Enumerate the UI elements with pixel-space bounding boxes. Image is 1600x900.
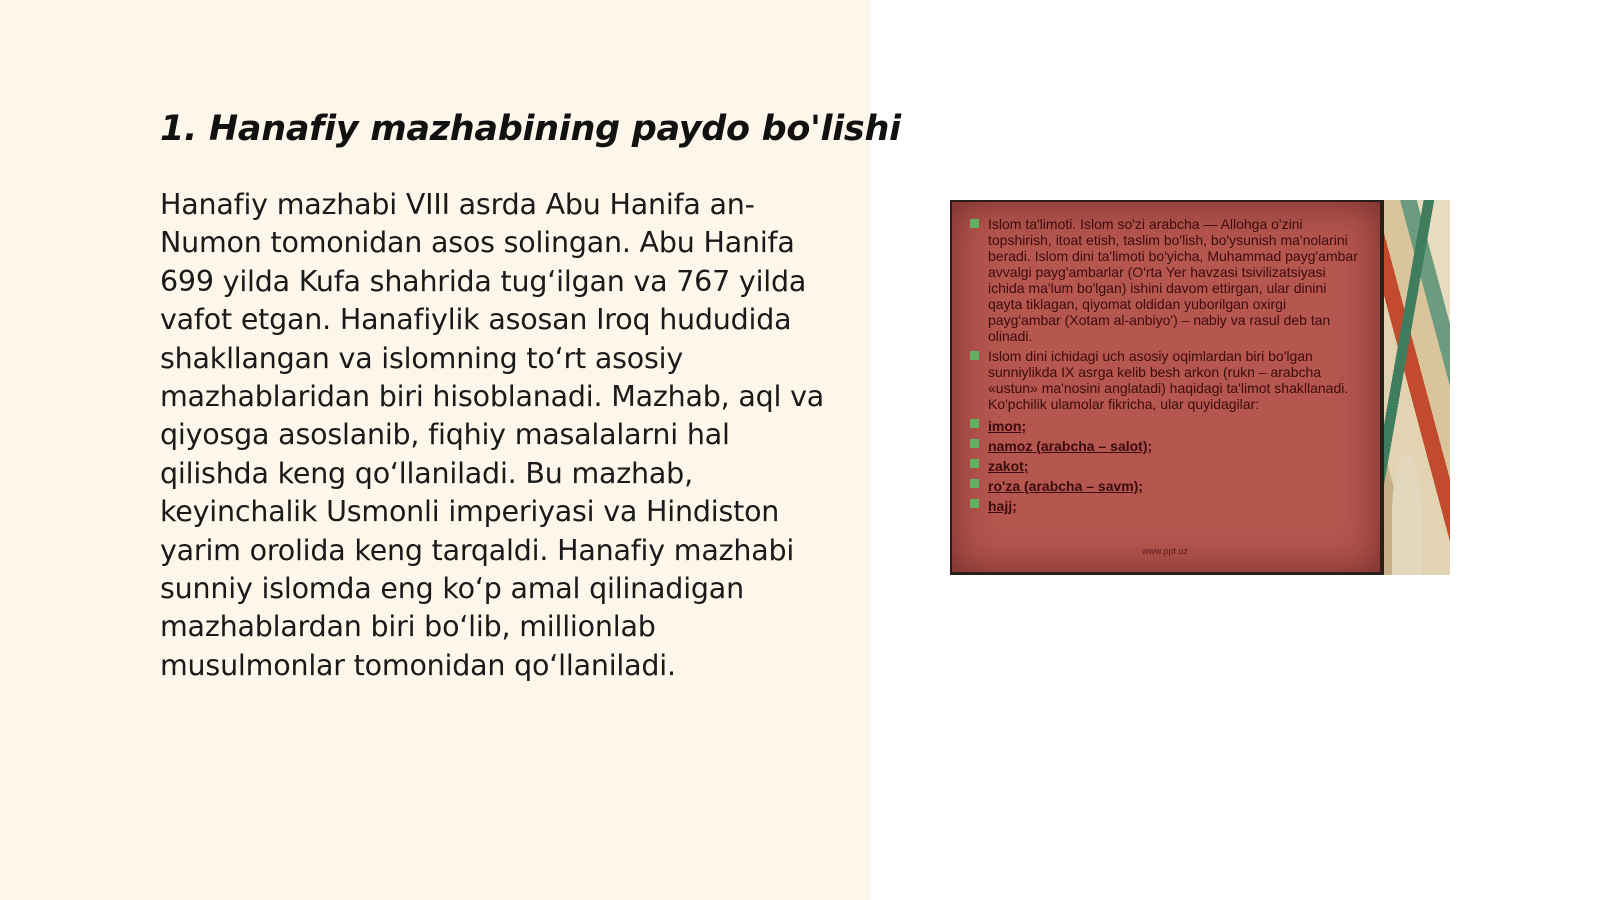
list-item: ro'za (arabcha – savm);	[968, 476, 1362, 496]
list-item: zakot;	[968, 456, 1362, 476]
list-item: namoz (arabcha – salot);	[968, 436, 1362, 456]
image-footer-url: www.ppt.uz	[1142, 546, 1189, 556]
image-text-slide	[952, 202, 1380, 572]
slide-image	[950, 200, 1450, 575]
pillars-list	[968, 416, 1362, 516]
image-paragraph-1: Islom ta'limoti. Islom so'zi arabcha — Allohga o'zini topshirish, itoat etish, taslim bo'lish, bo'ysunish ma'nolarini beradi. Islom dini ta'limoti bo'yicha, Muhammad payg'ambar avvalgi payg'ambarlar (O'rta Yer havzasi tsivilizatsiyasi ichida ma'lum bo'lgan) ishini davom ettirgan, ular dinini qayta tiklagan, qiyomat oldidan yuborilgan oxirgi payg'ambar (Xotam al-anbiyo') – nabiy va rasul deb tan olinadi.	[968, 216, 1362, 344]
ornament-decoration	[1384, 200, 1450, 575]
list-item: hajj;	[968, 496, 1362, 516]
list-item: imon;	[968, 416, 1362, 436]
slide-title: 1. Hanafiy mazhabining paydo bo'lishi	[160, 109, 901, 149]
slide-body-text: Hanafiy mazhabi VIII asrda Abu Hanifa an-Numon tomonidan asos solingan. Abu Hanifa 699 yilda Kufa shahrida tug‘ilgan va 767 yilda vafot etgan. Hanafiylik asosan Iroq hududida shakllangan va islomning to‘rt asosiy mazhablaridan biri hisoblanadi. Mazhab, aql va qiyosga asoslanib, fiqhiy masalalarni hal qilishda keng qo‘llaniladi. Bu mazhab, keyinchalik Usmonli imperiyasi va Hindiston yarim orolida keng tarqaldi. Hanafiy mazhabi sunniy islomda eng ko‘p amal qilinadigan mazhablardan biri bo‘lib, millionlab musulmonlar tomonidan qo‘llaniladi.	[160, 188, 825, 682]
image-paragraph-2: Islom dini ichidagi uch asosiy oqimlardan biri bo'lgan sunniylikda IX asrga kelib besh arkon (rukn – arabcha «ustun» ma'nosini anglatadi) haqidagi ta'limot shakllanadi. Ko'pchilik ulamolar fikricha, ular quyidagilar:	[968, 348, 1362, 412]
